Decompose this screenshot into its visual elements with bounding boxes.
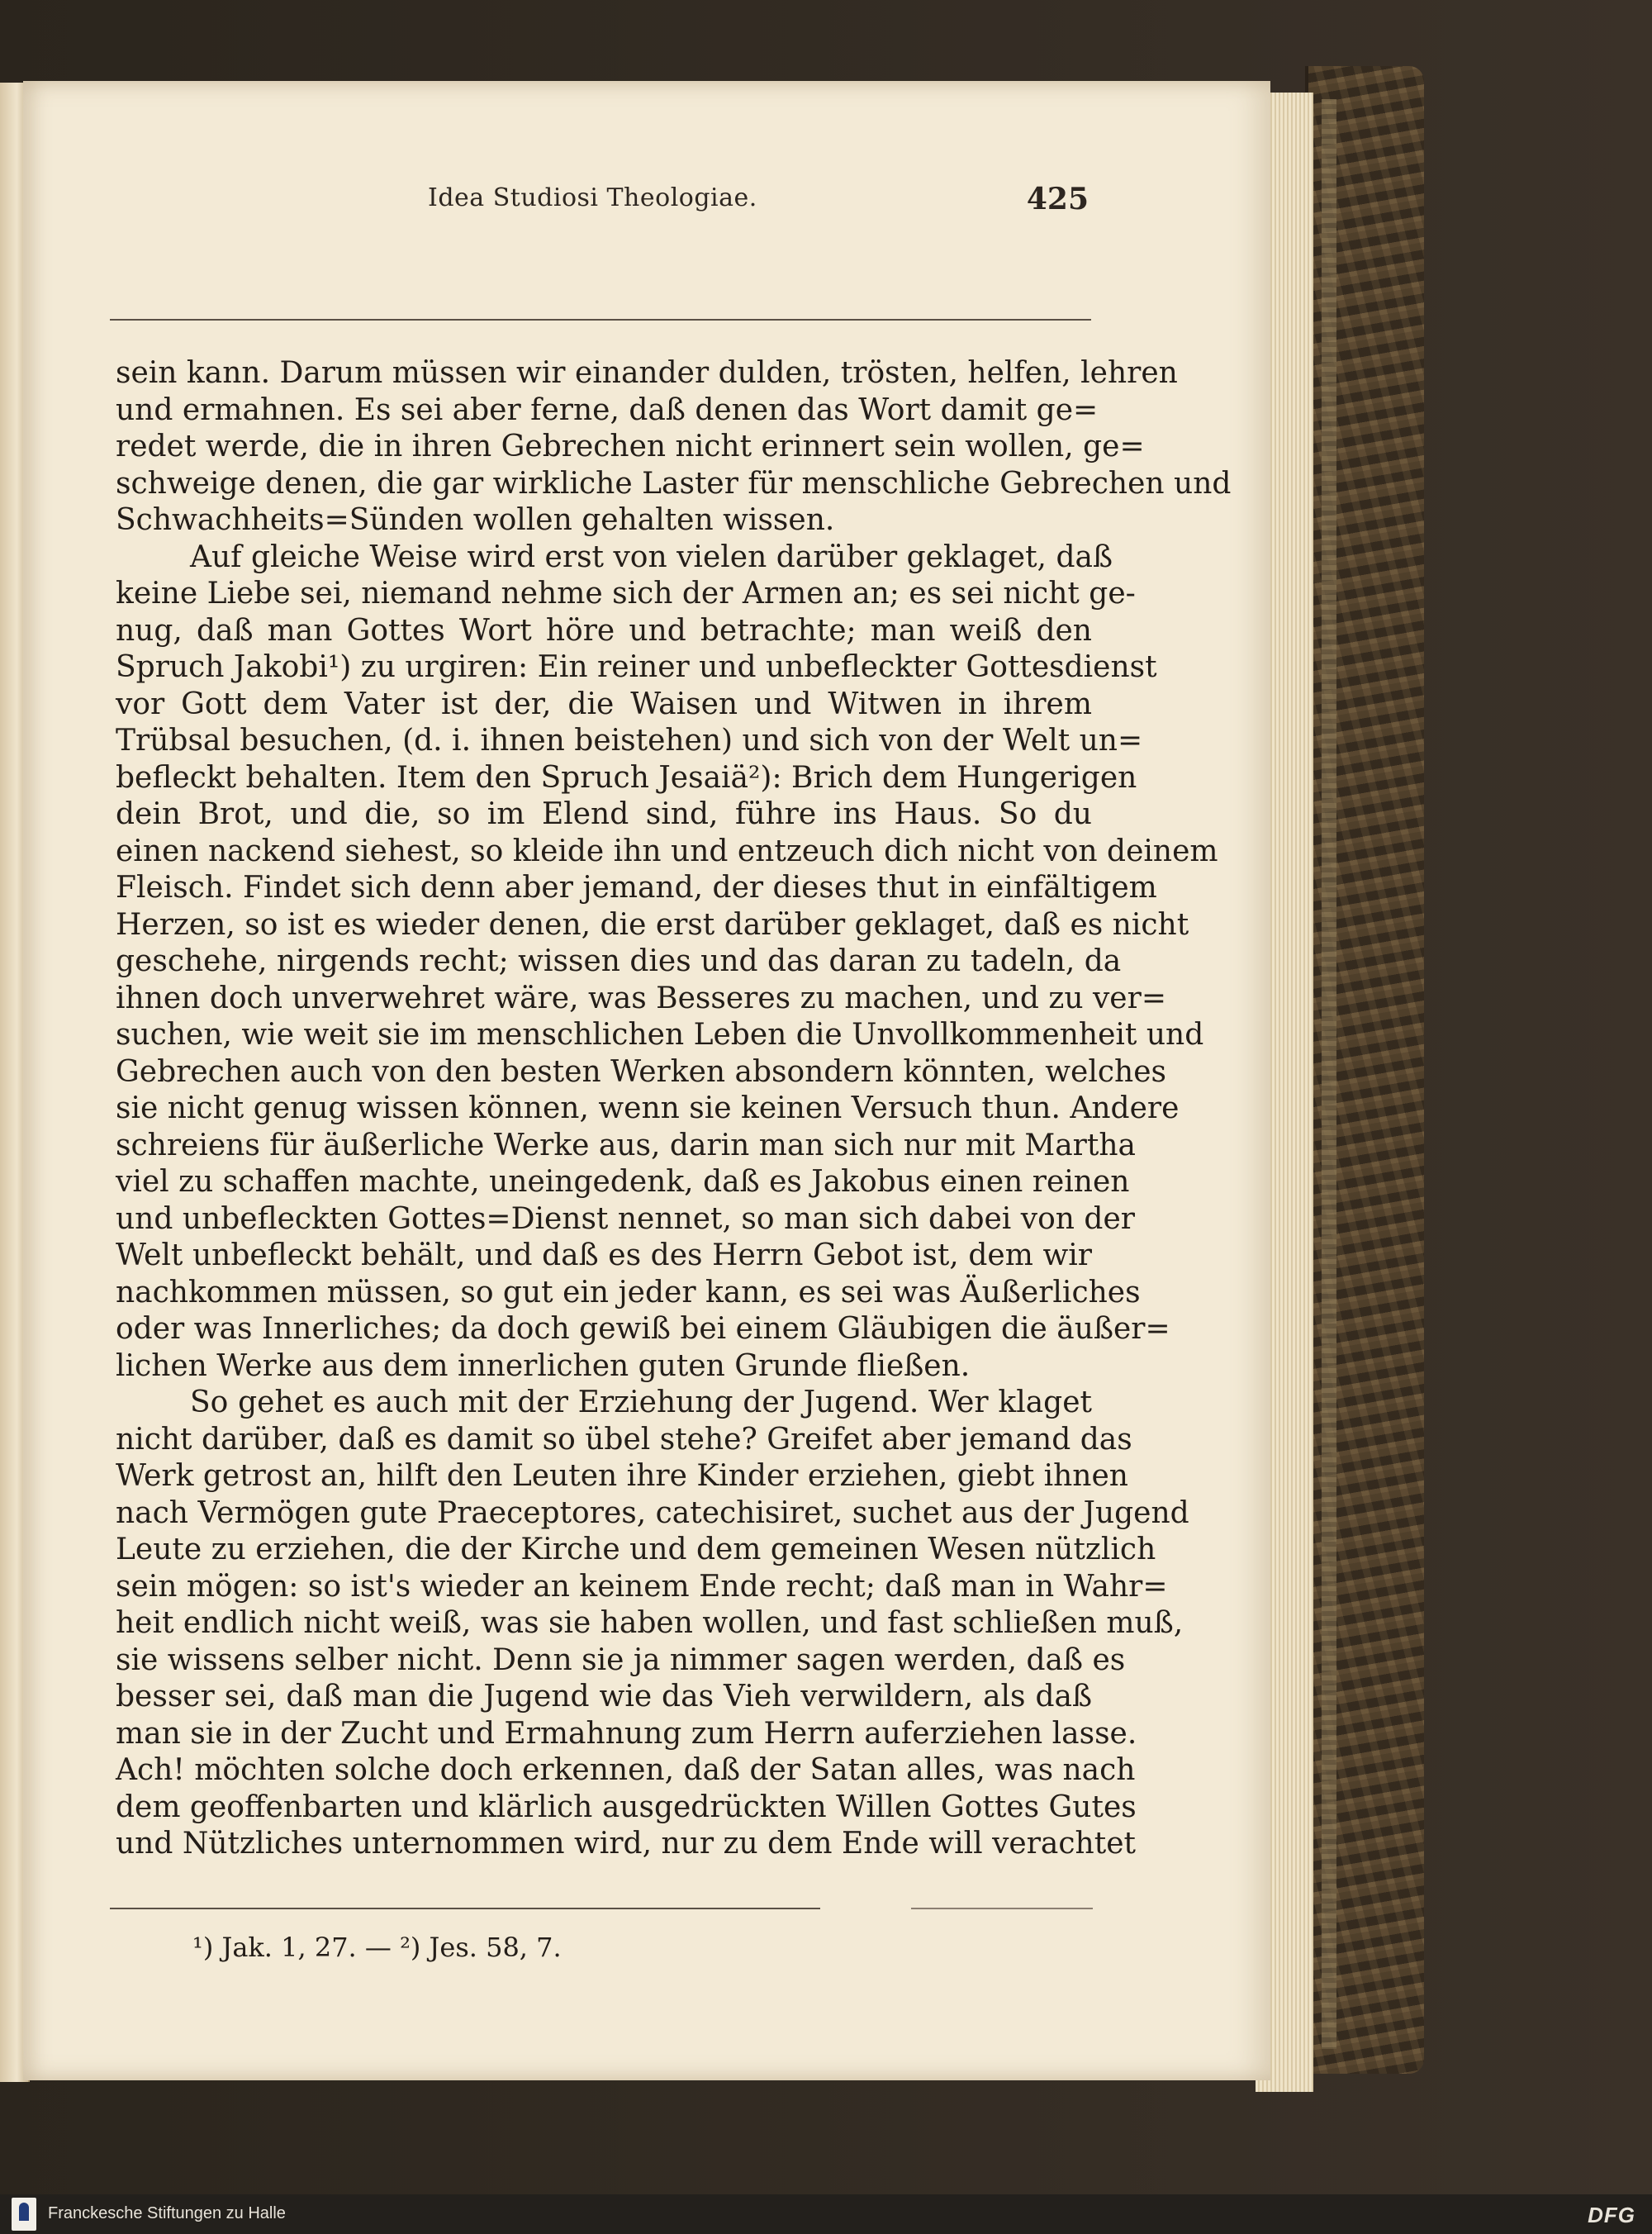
text-line: und unbefleckten Gottes=Dienst nennet, so man sich dabei von der bbox=[116, 1201, 1135, 1236]
text-line: und Nützliches unternommen wird, nur zu dem Ende will verachtet bbox=[116, 1827, 1136, 1861]
text-line: Gebrechen auch von den besten Werken absondern könnten, welches bbox=[116, 1054, 1167, 1089]
text-line: redet werde, die in ihren Gebrechen nicht erinnert sein wollen, ge= bbox=[116, 430, 1145, 463]
text-line: lichen Werke aus dem innerlichen guten Grunde fließen. bbox=[116, 1348, 971, 1383]
text-line: sie nicht genug wissen können, wenn sie keinen Versuch thun. Andere bbox=[116, 1091, 1180, 1125]
body-text bbox=[116, 355, 1232, 1863]
text-line: sein mögen: so ist's wieder an keinem Ende recht; daß man in Wahr= bbox=[116, 1569, 1168, 1604]
text-line: viel zu schaffen machte, uneingedenk, daß es Jakobus einen reinen bbox=[116, 1165, 1130, 1199]
footnote: ¹) Jak. 1, 27. — ²) Jes. 58, 7. bbox=[192, 1932, 562, 1963]
text-line: keine Liebe sei, niemand nehme sich der Armen an; es sei nicht ge- bbox=[116, 577, 1136, 611]
text-line: Schwachheits=Sünden wollen gehalten wissen. bbox=[116, 503, 835, 537]
text-line: schweige denen, die gar wirkliche Laster für menschliche Gebrechen und bbox=[116, 466, 1232, 501]
text-line: Werk getrost an, hilft den Leuten ihre Kinder erziehen, giebt ihnen bbox=[116, 1459, 1128, 1493]
library-logo-icon[interactable] bbox=[12, 2198, 36, 2231]
footnote-rule-right bbox=[911, 1908, 1093, 1909]
page-header bbox=[403, 183, 1089, 225]
library-name-link[interactable]: Franckesche Stiftungen zu Halle bbox=[48, 2204, 286, 2222]
text-line: Auf gleiche Weise wird erst von vielen darüber geklaget, daß bbox=[190, 539, 1113, 574]
text-line: einen nackend siehest, so kleide ihn und entzeuch dich nicht von deinem bbox=[116, 834, 1218, 868]
text-line: dem geoffenbarten und klärlich ausgedrückten Willen Gottes Gutes bbox=[116, 1790, 1137, 1824]
text-line: dein Brot, und die, so im Elend sind, führe ins Haus. So du bbox=[116, 797, 1092, 831]
page-number: 425 bbox=[1026, 182, 1089, 216]
text-line: Trübsal besuchen, (d. i. ihnen beistehen) und sich von der Welt un= bbox=[116, 724, 1143, 758]
text-line: So gehet es auch mit der Erziehung der Jugend. Wer klaget bbox=[190, 1386, 1092, 1419]
running-title: Idea Studiosi Theologiae. bbox=[428, 183, 757, 212]
viewer-footer-bar bbox=[0, 2194, 1652, 2234]
text-line: nachkommen müssen, so gut ein jeder kann, es sei was Äußerliches bbox=[116, 1275, 1141, 1310]
dfg-logo[interactable]: DFG bbox=[1588, 2203, 1635, 2227]
text-line: nicht darüber, daß es damit so übel stehe? Greifet aber jemand das bbox=[116, 1422, 1132, 1457]
text-line: nug, daß man Gottes Wort höre und betrachte; man weiß den bbox=[116, 613, 1092, 648]
text-line: besser sei, daß man die Jugend wie das Vieh verwildern, als daß bbox=[116, 1680, 1092, 1714]
text-line: ihnen doch unverwehret wäre, was Besseres zu machen, und zu ver= bbox=[116, 981, 1166, 1015]
text-line: man sie in der Zucht und Ermahnung zum Herrn auferziehen lasse. bbox=[116, 1716, 1137, 1751]
footnote-rule bbox=[110, 1908, 820, 1909]
text-line: Spruch Jakobi¹) zu urgiren: Ein reiner und unbefleckter Gottesdienst bbox=[116, 650, 1157, 684]
text-line: Fleisch. Findet sich denn aber jemand, der dieses thut in einfältigem bbox=[116, 871, 1157, 905]
text-line: sein kann. Darum müssen wir einander dulden, trösten, helfen, lehren bbox=[116, 356, 1178, 390]
text-line: Herzen, so ist es wieder denen, die erst darüber geklaget, daß es nicht bbox=[116, 907, 1189, 942]
book-page bbox=[23, 81, 1270, 2080]
text-line: vor Gott dem Vater ist der, die Waisen und Witwen in ihrem bbox=[116, 687, 1092, 721]
text-line: und ermahnen. Es sei aber ferne, daß denen das Wort damit ge= bbox=[116, 392, 1099, 427]
text-line: Leute zu erziehen, die der Kirche und dem gemeinen Wesen nützlich bbox=[116, 1533, 1156, 1566]
text-line: befleckt behalten. Item den Spruch Jesaiä²): Brich dem Hungerigen bbox=[116, 760, 1137, 795]
text-line: oder was Innerliches; da doch gewiß bei einem Gläubigen die äußer= bbox=[116, 1312, 1170, 1346]
text-line: schreiens für äußerliche Werke aus, darin man sich nur mit Martha bbox=[116, 1128, 1137, 1162]
text-line: sie wissens selber nicht. Denn sie ja nimmer sagen werden, daß es bbox=[116, 1642, 1126, 1677]
header-rule bbox=[110, 319, 1091, 321]
text-line: suchen, wie weit sie im menschlichen Leben die Unvollkommenheit und bbox=[116, 1018, 1204, 1052]
text-line: Welt unbefleckt behält, und daß es des Herrn Gebot ist, dem wir bbox=[116, 1238, 1092, 1272]
text-line: nach Vermögen gute Praeceptores, catechisiret, suchet aus der Jugend bbox=[116, 1495, 1189, 1530]
cover-binding-stripe bbox=[1322, 99, 1336, 2049]
text-line: heit endlich nicht weiß, was sie haben wollen, und fast schließen muß, bbox=[116, 1606, 1184, 1640]
text-line: Ach! möchten solche doch erkennen, daß der Satan alles, was nach bbox=[116, 1753, 1136, 1787]
text-line: geschehe, nirgends recht; wissen dies und das daran zu tadeln, da bbox=[116, 944, 1122, 978]
